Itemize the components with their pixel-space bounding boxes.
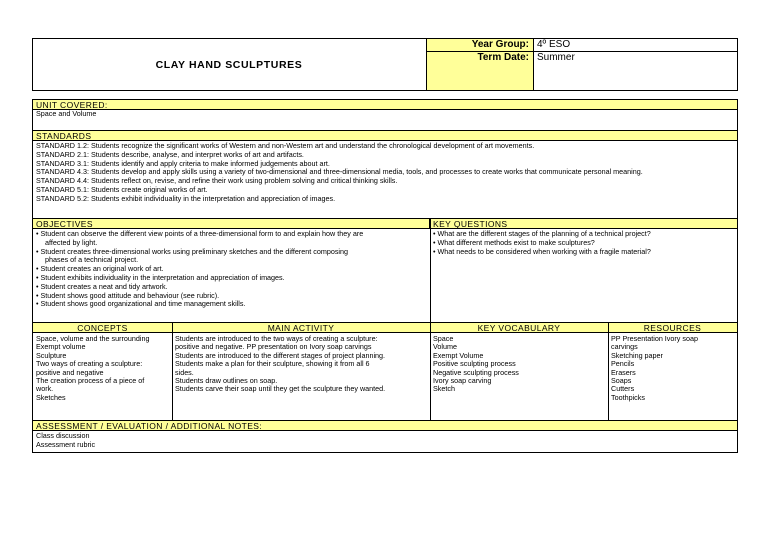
standard-item: STANDARD 4.4: Students reflect on, revise, and refine their work using problem solving and critical thinking skills.	[36, 177, 398, 186]
objective-line: affected by light.	[45, 238, 98, 247]
concept-line: Sculpture	[36, 351, 67, 360]
term-date-value: Summer	[533, 52, 737, 90]
objective-line: • Student can observe the different view points of a three-dimensional form to and explain how they are	[36, 230, 364, 238]
resource-line: Sketching paper	[611, 351, 663, 360]
assessment-line: Assessment rubric	[36, 440, 96, 449]
page-title: CLAY HAND SCULPTURES	[155, 58, 303, 71]
objective-line: • Student creates three-dimensional works using preliminary sketches and the different composing	[36, 247, 349, 256]
objective-line: phases of a technical project.	[45, 256, 139, 265]
concept-line: Sketches	[36, 393, 66, 402]
main-activity-line: Students are introduced to the two ways of creating a sculpture:	[175, 335, 378, 343]
vocabulary-line: Volume	[433, 343, 457, 352]
objective-line: • Student creates an original work of art.	[36, 265, 164, 274]
main-activity-line: Students make a plan for their sculpture, showing it from all 6	[175, 360, 370, 369]
resource-line: carvings	[611, 343, 638, 352]
standard-item: STANDARD 2.1: Students describe, analyse, and interpret works of art and artifacts.	[36, 150, 304, 159]
vocabulary-line: Ivory soap carving	[433, 377, 492, 385]
main-activity-line: Students carve their soap until they get the sculpture they wanted.	[175, 385, 386, 394]
resource-line: PP Presentation Ivory soap	[611, 335, 698, 343]
standard-item: STANDARD 5.1: Students create original works of art.	[36, 186, 208, 194]
concept-line: The creation process of a piece of	[36, 377, 145, 385]
resource-line: Cutters	[611, 385, 635, 394]
standard-item: STANDARD 5.2: Students exhibit individuality in the interpretation and appreciation of images.	[36, 194, 336, 203]
vocabulary-line: Exempt Volume	[433, 351, 484, 360]
concept-line: Exempt volume	[36, 343, 86, 352]
year-group-value: 4º ESO	[533, 39, 737, 51]
assessment-header: ASSESSMENT / EVALUATION / ADDITIONAL NOTES:	[33, 420, 737, 431]
standard-item: STANDARD 1.2: Students recognize the significant works of Western and non-Western art and understand the chronological development of art movements.	[36, 142, 535, 150]
main-activity-header: MAIN ACTIVITY	[172, 322, 430, 333]
concept-line: Two ways of creating a sculpture:	[36, 360, 143, 369]
key-vocabulary-header: KEY VOCABULARY	[430, 322, 608, 333]
objective-line: • Student shows good organizational and time management skills.	[36, 300, 246, 309]
objective-line: • Student shows good attitude and behaviour (see rubric).	[36, 291, 220, 300]
standards-header: STANDARDS	[33, 130, 737, 141]
vocabulary-line: Sketch	[433, 385, 455, 394]
main-activity-line: sides.	[175, 368, 194, 377]
main-activity-line: Students draw outlines on soap.	[175, 377, 278, 385]
vocabulary-line: Negative sculpting process	[433, 368, 519, 377]
concept-line: Space, volume and the surrounding	[36, 335, 150, 343]
resource-line: Soaps	[611, 377, 632, 385]
objective-line: • Student creates a neat and tidy artwork.	[36, 282, 168, 291]
vocabulary-line: Positive sculpting process	[433, 360, 516, 369]
term-date-label: Term Date:	[427, 52, 533, 90]
resource-line: Erasers	[611, 368, 636, 377]
resource-line: Toothpicks	[611, 393, 645, 402]
key-question-item: • What are the different stages of the planning of a technical project?	[433, 230, 651, 238]
year-group-label: Year Group:	[427, 39, 533, 51]
concept-line: positive and negative	[36, 368, 104, 377]
concepts-header: CONCEPTS	[33, 322, 172, 333]
unit-value: Space and Volume	[36, 110, 97, 118]
vocabulary-line: Space	[433, 335, 454, 343]
assessment-line: Class discussion	[36, 432, 90, 440]
key-question-item: • What needs to be considered when working with a fragile material?	[433, 247, 651, 256]
resource-line: Pencils	[611, 360, 635, 369]
key-question-item: • What different methods exist to make sculptures?	[433, 238, 595, 247]
concept-line: work.	[36, 385, 54, 394]
standard-item: STANDARD 4.3: Students develop and apply skills using a variety of two-dimensional and three-dimensional media, tools, and processes to create works that communicate personal meaning.	[36, 168, 643, 177]
unit-header: UNIT COVERED:	[33, 99, 737, 110]
objective-line: • Student exhibits individuality in the interpretation and appreciation of images.	[36, 274, 285, 282]
standard-item: STANDARD 3.1: Students identify and apply criteria to make informed judgements about art.	[36, 159, 330, 168]
objectives-header: OBJECTIVES	[33, 218, 430, 229]
resources-header: RESOURCES	[608, 322, 737, 333]
key-questions-header: KEY QUESTIONS	[430, 218, 737, 229]
main-activity-line: positive and negative. PP presentation on Ivory soap carvings	[175, 343, 372, 352]
main-activity-line: Students are introduced to the different stages of project planning.	[175, 351, 386, 360]
